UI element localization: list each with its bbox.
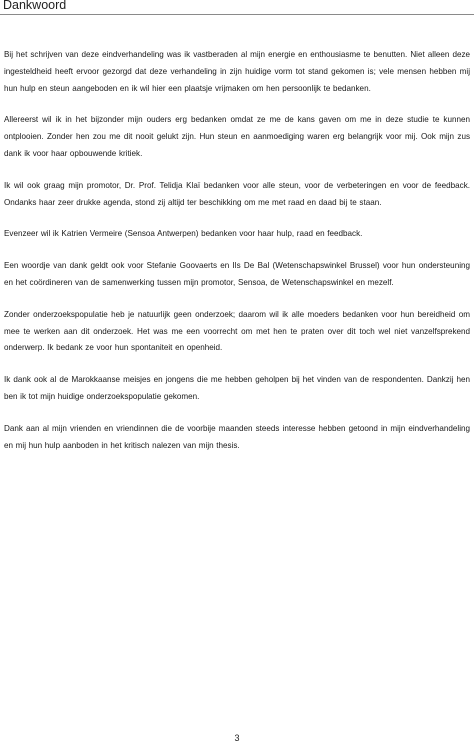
- paragraph-mothers: Zonder onderzoekspopulatie heb je natuurlijk geen onderzoek; daarom wil ik alle moeders bedanken voor hun bereidheid om mee te werken aan dit onderzoek. Het was me een voorrecht om met hen te praten over dit toch wel niet vanzelfsprekend onderwerp. Ik bedank ze voor hun spontaniteit en openheid.: [4, 309, 470, 353]
- page-heading: Dankwoord: [3, 0, 67, 12]
- paragraph-youth: Ik dank ook al de Marokkaanse meisjes en jongens die me hebben geholpen bij het vinden van de respondenten. Dankzij hen ben ik tot mijn huidige onderzoekspopulatie gekomen.: [4, 375, 470, 401]
- paragraph-wetenschapswinkel: Een woordje van dank geldt ook voor Stefanie Goovaerts en Ils De Bal (Wetenschapswinkel Brussel) voor hun ondersteuning en het coördineren van de samenwerking tussen mijn promotor, Sensoa, de Wetenschapswinkel en mezelf.: [4, 261, 470, 287]
- paragraph-intro: Bij het schrijven van deze eindverhandeling was ik vastberaden al mijn energie en enthousiasme te benutten. Niet alleen deze ingesteldheid heeft ervoor gezorgd dat deze verhandeling in zijn huidige vorm tot stand gekomen is; vele mensen hebben mij hun hulp en steun aangeboden en ik wil hier een plaatsje vrijmaken om hen persoonlijk te bedanken.: [4, 50, 470, 93]
- page-number: 3: [234, 733, 240, 743]
- paragraph-friends: Dank aan al mijn vrienden en vriendinnen die de voorbije maanden steeds interesse hebben getoond in mijn eindverhandeling en mij hun hulp aanboden in het kritisch nalezen van mijn thesis.: [4, 423, 470, 450]
- document-body: [4, 47, 470, 469]
- paragraph-promotor: Ik wil ook graag mijn promotor, Dr. Prof. Telidja Klaï bedanken voor alle steun, voor de verbeteringen en voor de feedback. Ondanks haar zeer drukke agenda, stond zij altijd ter beschikking om me met raad en daad bij te staan.: [4, 180, 470, 207]
- heading-divider: [0, 14, 474, 15]
- paragraph-parents: Allereerst wil ik in het bijzonder mijn ouders erg bedanken omdat ze me de kans gaven om me in deze studie te kunnen ontplooien. Zonder hen zou me dit nooit gelukt zijn. Hun steun en aanmoediging waren erg belangrijk voor mij. Ook mijn zus dank ik voor haar opbouwende kritiek.: [4, 115, 470, 158]
- paragraph-sensoa: Evenzeer wil ik Katrien Vermeire (Sensoa Antwerpen) bedanken voor haar hulp, raad en feedback.: [4, 229, 363, 239]
